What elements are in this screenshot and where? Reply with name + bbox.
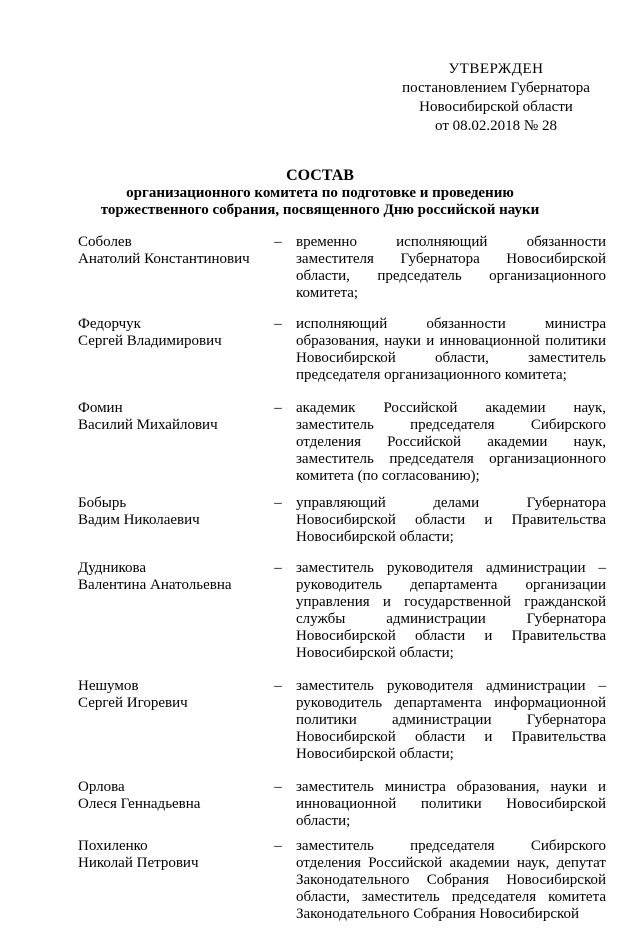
document-title: СОСТАВ xyxy=(286,167,354,184)
member-list xyxy=(78,234,606,935)
member-role: академик Российской академии наук, заместитель председателя Сибирского отделения Российской академии наук, заместитель председателя организационного комитета (по согласованию); xyxy=(296,400,606,484)
member-name xyxy=(78,495,268,529)
list-item xyxy=(78,316,606,384)
member-given-names: Вадим Николаевич xyxy=(78,512,200,528)
dash-separator: – xyxy=(274,838,282,854)
approval-stamp xyxy=(380,60,612,136)
member-surname: Нешумов xyxy=(78,678,139,694)
list-item xyxy=(78,400,606,485)
document-subtitle: торжественного собрания, посвященного Дню российской науки xyxy=(100,202,540,218)
approval-line: постановлением Губернатора xyxy=(402,80,590,96)
member-role: управляющий делами Губернатора Новосибирской области и Правительства Новосибирской области; xyxy=(296,495,606,545)
member-given-names: Николай Петрович xyxy=(78,855,199,871)
list-item xyxy=(78,678,606,763)
member-name xyxy=(78,838,268,872)
member-role: заместитель министра образования, науки и инновационной политики Новосибирской области; xyxy=(296,779,606,829)
member-given-names: Сергей Игоревич xyxy=(78,695,188,711)
list-item xyxy=(78,560,606,662)
member-given-names: Сергей Владимирович xyxy=(78,333,222,349)
member-name xyxy=(78,560,268,594)
dash-separator: – xyxy=(274,779,282,795)
approval-title: УТВЕРЖДЕН xyxy=(448,61,544,77)
approval-line: Новосибирской области xyxy=(419,99,573,115)
member-given-names: Олеся Геннадьевна xyxy=(78,796,201,812)
list-item xyxy=(78,234,606,302)
member-surname: Похиленко xyxy=(78,838,148,854)
member-role: заместитель руководителя администрации – руководитель департамента организации управления и государственной гражданской службы администрации Губернатора Новосибирской области и Правительства Новосибирской области; xyxy=(296,560,606,661)
dash-separator: – xyxy=(274,316,282,332)
document-subtitle: организационного комитета по подготовке и проведению xyxy=(126,185,514,201)
member-role: заместитель руководителя администрации – руководитель департамента информационной политики администрации Губернатора Новосибирской области и Правительства Новосибирской области; xyxy=(296,678,606,762)
member-given-names: Валентина Анатольевна xyxy=(78,577,232,593)
member-role: заместитель председателя Сибирского отделения Российской академии наук, депутат Законодательного Собрания Новосибирской области, заместитель председателя комитета Законодательного Собрания Новосибирской xyxy=(296,838,606,922)
member-role: исполняющий обязанности министра образования, науки и инновационной политики Новосибирской области, заместитель председателя организационного комитета; xyxy=(296,316,606,383)
member-surname: Дудникова xyxy=(78,560,147,576)
member-surname: Орлова xyxy=(78,779,125,795)
document-heading xyxy=(40,166,600,219)
list-item xyxy=(78,495,606,546)
member-name xyxy=(78,234,268,268)
member-name xyxy=(78,779,268,813)
list-item xyxy=(78,838,606,923)
list-item xyxy=(78,779,606,830)
member-surname: Федорчук xyxy=(78,316,141,332)
member-surname: Фомин xyxy=(78,400,123,416)
member-role: временно исполняющий обязанности заместителя Губернатора Новосибирской области, председатель организационного комитета; xyxy=(296,234,606,301)
member-name xyxy=(78,678,268,712)
dash-separator: – xyxy=(274,234,282,250)
dash-separator: – xyxy=(274,400,282,416)
member-surname: Соболев xyxy=(78,234,132,250)
dash-separator: – xyxy=(274,560,282,576)
member-given-names: Анатолий Константинович xyxy=(78,251,250,267)
dash-separator: – xyxy=(274,678,282,694)
member-given-names: Василий Михайлович xyxy=(78,417,218,433)
member-name xyxy=(78,400,268,434)
dash-separator: – xyxy=(274,495,282,511)
member-surname: Бобырь xyxy=(78,495,127,511)
member-name xyxy=(78,316,268,350)
approval-date: от 08.02.2018 № 28 xyxy=(435,118,557,134)
